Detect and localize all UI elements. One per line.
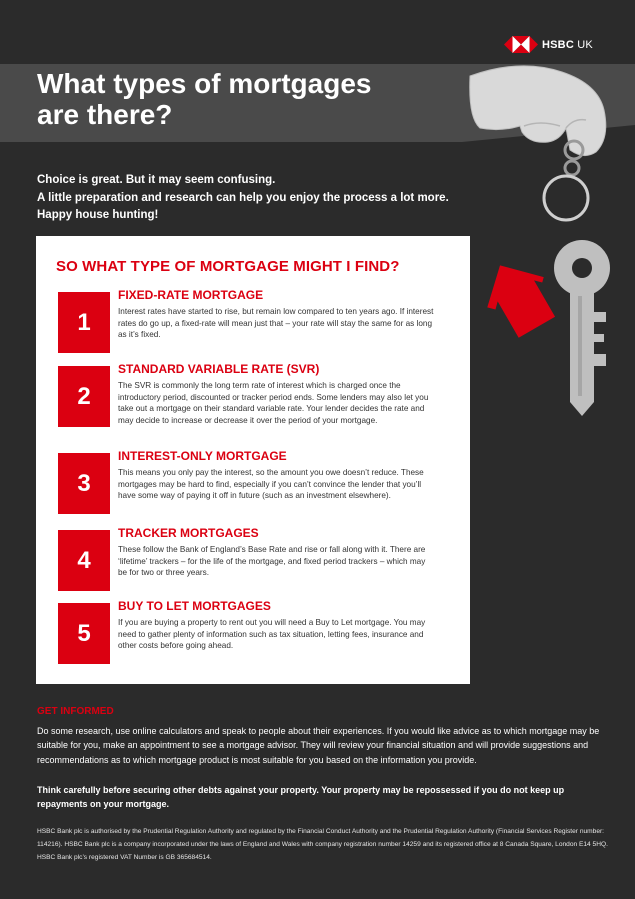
item-title: INTEREST-ONLY MORTGAGE: [118, 449, 287, 463]
legal-disclaimer: HSBC Bank plc is authorised by the Prudential Regulation Authority and regulated by the Financial Conduct Authority and the Prudential Regulation Authority (Financial Services Register number: 114216). HSBC Bank plc is a company incorporated under the laws of England and Wales with company registration number 14259 and its registered office at 8 Canada Square, London E14 5HQ. HSBC Bank plc’s registered VAT Number is GB 365684514.: [37, 828, 608, 861]
logo-text: HSBC UK: [542, 38, 593, 51]
page-title: [37, 68, 457, 130]
item-number: 2: [58, 366, 110, 427]
intro-line-2: A little preparation and research can help you enjoy the process a lot more.: [37, 191, 449, 204]
item-text: If you are buying a property to rent out you will need a Buy to Let mortgage. You may need to gather plenty of information such as tax situation, letting fees, insurance and other costs before going ahead.: [118, 618, 426, 651]
intro-line-3: Happy house hunting!: [37, 209, 159, 221]
get-informed-heading: GET INFORMED: [37, 706, 114, 717]
hsbc-hexagon-icon: [504, 36, 538, 53]
item-title: TRACKER MORTGAGES: [118, 526, 259, 540]
item-text: The SVR is commonly the long term rate of interest which is charged once the introductory period, discounted or tracker period ends. Some lenders may also let you take out a mortgage on their standard variable rate. Your lender decides the rate and may decide to increase or decrease it over the period of your mortgage.: [118, 381, 429, 425]
item-number: 1: [58, 292, 110, 353]
item-title: FIXED-RATE MORTGAGE: [118, 288, 264, 302]
intro-text: [37, 172, 467, 225]
intro-line-1: Choice is great. But it may seem confusing.: [37, 174, 276, 186]
item-title: STANDARD VARIABLE RATE (SVR): [118, 362, 320, 376]
repossession-warning: Think carefully before securing other debts against your property. Your property may be repossessed if you do not keep up repayments on your mortgage.: [37, 785, 565, 810]
title-line-1: What types of mortgages: [37, 68, 372, 99]
item-text: Interest rates have started to rise, but remain low compared to ten years ago. If interest rates do go up, a fixed-rate will mean just that – your rate will stay the same for as long as it’s fixed.: [118, 307, 434, 340]
card-heading: SO WHAT TYPE OF MORTGAGE MIGHT I FIND?: [56, 258, 400, 275]
item-text: These follow the Bank of England’s Base Rate and rise or fall along with it. There are ‘lifetime’ trackers – for the life of the mortgage, and fixed period trackers – which may be for two or three years.: [118, 545, 426, 578]
mortgage-types-card: [36, 236, 470, 684]
item-title: BUY TO LET MORTGAGES: [118, 599, 271, 613]
item-number: 5: [58, 603, 110, 664]
title-line-2: are there?: [37, 99, 173, 130]
get-informed-paragraph: Do some research, use online calculators and speak to people about their experiences. If you would like advice as to which mortgage may be suitable for you, make an appointment to see a mortgage advisor. They will review your financial situation and will provide suggestions and recommendations as to which mortgage product is most suitable for you based on the information you provide.: [37, 726, 600, 765]
item-text: This means you only pay the interest, so the amount you owe doesn’t reduce. These mortgages may be hard to find, especially if you can’t convince the lender that you’ll have some way of paying it off in future (such as an investment elsewhere).: [118, 468, 424, 501]
hsbc-logo: [504, 36, 593, 53]
item-number: 4: [58, 530, 110, 591]
item-number: 3: [58, 453, 110, 514]
